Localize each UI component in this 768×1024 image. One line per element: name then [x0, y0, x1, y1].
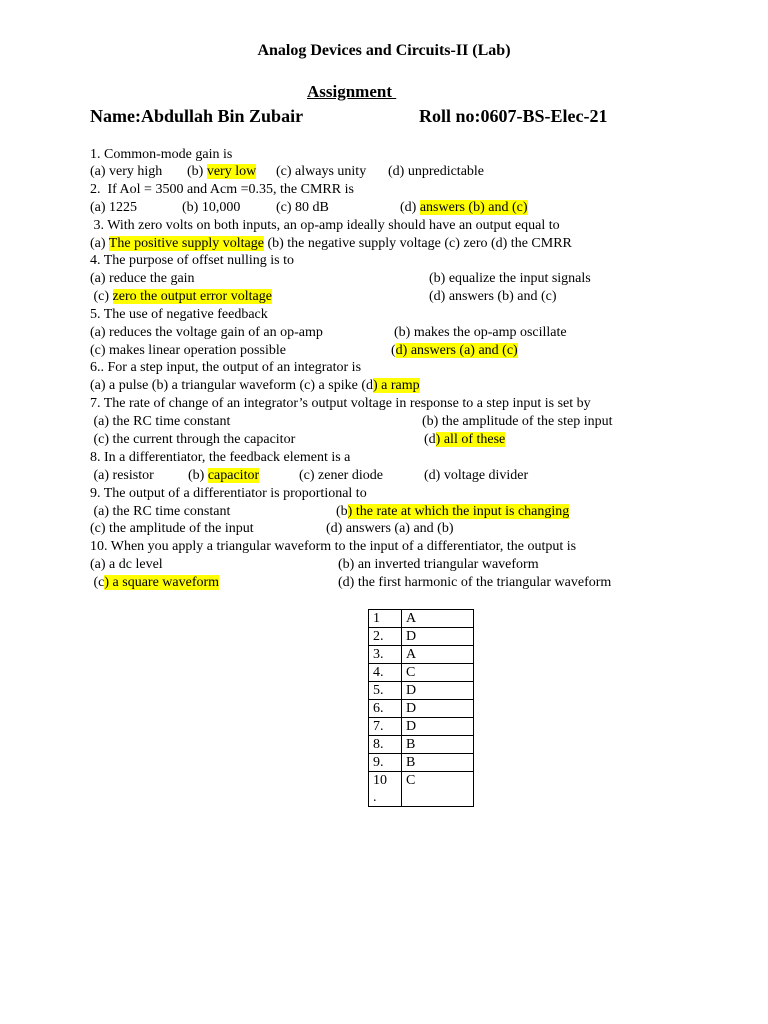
answer-letter: C — [402, 772, 474, 807]
q8-option-b-prefix: (b) — [188, 468, 208, 483]
answer-number: 4. — [369, 664, 402, 682]
q5-option-b: (b) makes the op-amp oscillate — [394, 325, 567, 340]
table-row — [369, 736, 474, 754]
q4-option-d: (d) answers (b) and (c) — [429, 289, 557, 304]
q9-stem: 9. The output of a differentiator is proportional to — [90, 486, 367, 501]
q3-answer-highlight: The positive supply voltage — [108, 236, 264, 251]
q2-option-d-prefix: (d) — [400, 200, 420, 215]
q2-option-c: (c) 80 dB — [276, 200, 329, 215]
q1-option-b-prefix: (b) — [187, 164, 207, 179]
q7-option-d-prefix: (d — [424, 432, 436, 447]
table-row — [369, 700, 474, 718]
answer-letter: B — [402, 736, 474, 754]
answer-number: 1 — [369, 610, 402, 628]
answer-letter: D — [402, 628, 474, 646]
q9-option-a: (a) the RC time constant — [90, 504, 231, 519]
q1-option-b — [187, 163, 256, 181]
q5-option-c: (c) makes linear operation possible — [90, 343, 286, 358]
q4-option-c-prefix: (c) — [90, 289, 113, 304]
q8-option-d: (d) voltage divider — [424, 468, 529, 483]
q5-answer-highlight: d) answers (a) and (c) — [395, 343, 518, 358]
answer-letter: D — [402, 700, 474, 718]
q10-option-c-prefix: (c — [90, 575, 105, 590]
q1-option-c: (c) always unity — [276, 164, 367, 179]
q3-option-a-prefix: (a) — [90, 236, 109, 251]
q7-stem: 7. The rate of change of an integrator’s output voltage in response to a step input is set by — [90, 396, 591, 411]
q9-option-c: (c) the amplitude of the input — [90, 521, 254, 536]
q2-option-a: (a) 1225 — [90, 200, 138, 215]
roll-number: Roll no:0607-BS-Elec-21 — [419, 106, 608, 126]
table-row — [369, 718, 474, 736]
answer-number: 2. — [369, 628, 402, 646]
q4-option-b: (b) equalize the input signals — [429, 271, 591, 286]
q10-option-a: (a) a dc level — [90, 557, 163, 572]
q1-stem: 1. Common-mode gain is — [90, 147, 233, 162]
q2-option-b: (b) 10,000 — [182, 200, 241, 215]
q2-answer-highlight: answers (b) and (c) — [419, 200, 528, 215]
q7-answer-highlight: ) all of these — [435, 432, 506, 447]
q7-option-a: (a) the RC time constant — [90, 414, 231, 429]
q8-option-a: (a) resistor — [90, 468, 154, 483]
table-row — [369, 754, 474, 772]
q5-option-d-prefix: ( — [391, 343, 396, 358]
q1-option-a: (a) very high — [90, 164, 163, 179]
q5-option-d — [391, 342, 518, 360]
q1-answer-highlight: very low — [206, 164, 257, 179]
q9-option-b — [336, 503, 569, 521]
table-row — [369, 772, 474, 807]
q3-options — [90, 235, 572, 253]
table-row — [369, 628, 474, 646]
q4-option-c — [90, 288, 272, 306]
q4-option-a: (a) reduce the gain — [90, 271, 195, 286]
q4-answer-highlight: zero the output error voltage — [112, 289, 272, 304]
q4-stem: 4. The purpose of offset nulling is to — [90, 253, 295, 268]
answer-letter: D — [402, 718, 474, 736]
q6-stem: 6.. For a step input, the output of an integrator is — [90, 360, 362, 375]
answer-number: 8. — [369, 736, 402, 754]
q1-option-d: (d) unpredictable — [388, 164, 485, 179]
answer-letter: A — [402, 610, 474, 628]
table-row — [369, 682, 474, 700]
q9-answer-highlight: ) the rate at which the input is changing — [347, 504, 570, 519]
answer-letter: C — [402, 664, 474, 682]
student-name: Name:Abdullah Bin Zubair — [90, 106, 304, 126]
q2-option-d — [400, 199, 528, 217]
answer-number: 6. — [369, 700, 402, 718]
q3-other-options: (b) the negative supply voltage (c) zero (d) the CMRR — [263, 236, 572, 251]
table-row — [369, 610, 474, 628]
answer-letter: B — [402, 754, 474, 772]
answer-number: 9. — [369, 754, 402, 772]
table-row — [369, 664, 474, 682]
q10-option-b: (b) an inverted triangular waveform — [338, 557, 539, 572]
q3-stem: 3. With zero volts on both inputs, an op-amp ideally should have an output equal to — [90, 218, 560, 233]
q9-option-d: (d) answers (a) and (b) — [326, 521, 454, 536]
q10-option-d: (d) the first harmonic of the triangular waveform — [338, 575, 612, 590]
q5-option-a: (a) reduces the voltage gain of an op-amp — [90, 325, 323, 340]
q8-answer-highlight: capacitor — [207, 468, 260, 483]
answer-letter: A — [402, 646, 474, 664]
q6-options-text: (a) a pulse (b) a triangular waveform (c) a spike (d — [90, 378, 373, 393]
answer-key-table — [368, 609, 474, 807]
q6-options — [90, 377, 420, 395]
q7-option-d — [424, 431, 505, 449]
table-row — [369, 646, 474, 664]
q8-option-b — [188, 467, 259, 485]
q9-option-b-prefix: (b — [336, 504, 348, 519]
q2-stem: 2. If Aol = 3500 and Acm =0.35, the CMRR is — [90, 182, 354, 197]
q10-stem: 10. When you apply a triangular waveform to the input of a differentiator, the output is — [90, 539, 577, 554]
q8-option-c: (c) zener diode — [299, 468, 383, 483]
answer-number: 3. — [369, 646, 402, 664]
q7-option-b: (b) the amplitude of the step input — [422, 414, 613, 429]
assignment-heading: Assignment — [307, 82, 397, 101]
q8-stem: 8. In a differentiator, the feedback element is a — [90, 450, 351, 465]
q10-option-c — [90, 574, 219, 592]
answer-number: 10 . — [369, 772, 402, 807]
answer-letter: D — [402, 682, 474, 700]
answer-number: 5. — [369, 682, 402, 700]
q10-answer-highlight: ) a square waveform — [104, 575, 220, 590]
answer-number: 7. — [369, 718, 402, 736]
course-title: Analog Devices and Circuits-II (Lab) — [257, 42, 511, 59]
q6-answer-highlight: ) a ramp — [372, 378, 420, 393]
q7-option-c: (c) the current through the capacitor — [90, 432, 296, 447]
q5-stem: 5. The use of negative feedback — [90, 307, 268, 322]
